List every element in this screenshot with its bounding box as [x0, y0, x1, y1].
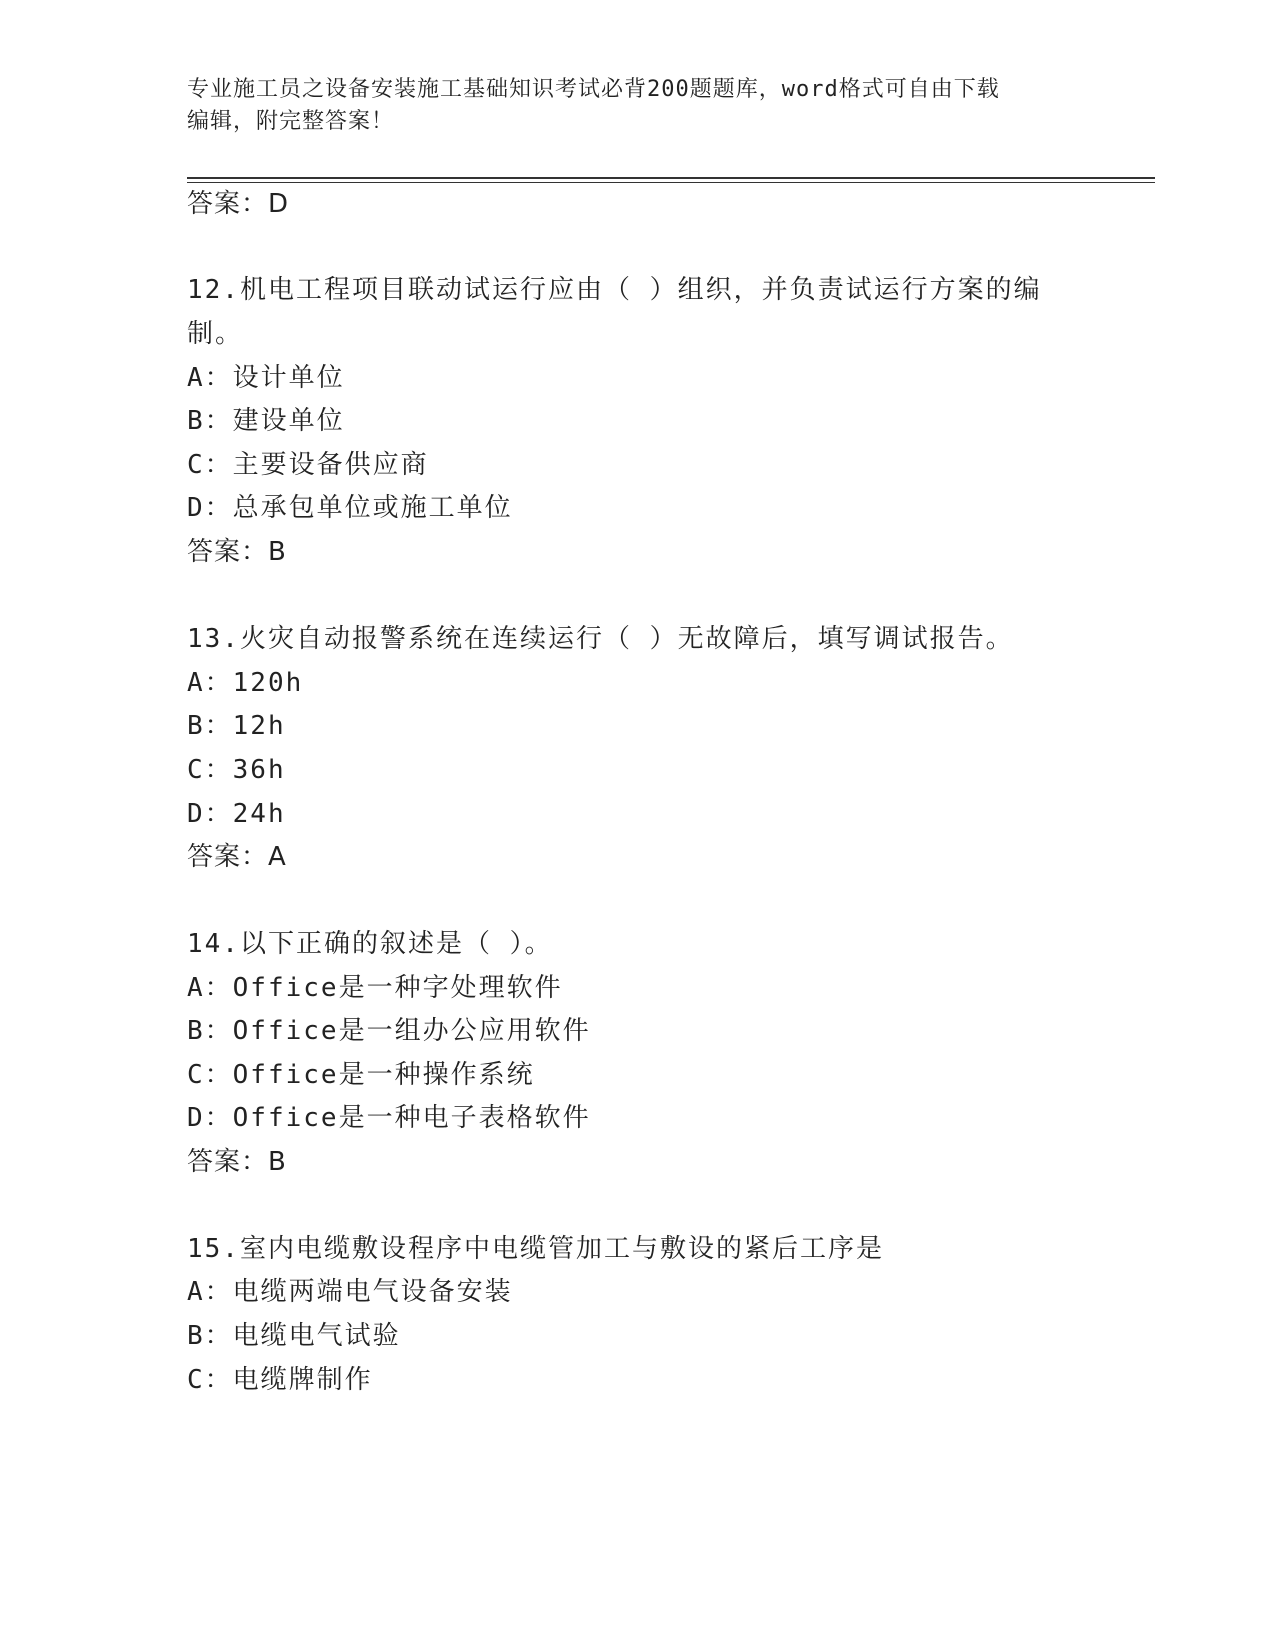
- question-13-option-b: B：12h: [187, 711, 286, 741]
- header-title-line1: 专业施工员之设备安装施工基础知识考试必背200题题库，word格式可自由下载: [187, 77, 1000, 102]
- question-12-stem-line1: 12.机电工程项目联动试运行应由（ ）组织，并负责试运行方案的编: [187, 275, 1042, 305]
- question-14-answer: 答案：B: [187, 1147, 287, 1177]
- question-14-option-b: B：Office是一组办公应用软件: [187, 1016, 591, 1046]
- question-13-option-c: C：36h: [187, 755, 286, 785]
- question-13-option-d: D：24h: [187, 799, 286, 829]
- question-15-option-c: C：电缆牌制作: [187, 1365, 373, 1395]
- question-12-option-c: C：主要设备供应商: [187, 450, 429, 480]
- answer-11: 答案：D: [187, 189, 290, 219]
- question-15-option-a: A：电缆两端电气设备安装: [187, 1277, 513, 1307]
- question-12-stem-line2: 制。: [187, 319, 244, 349]
- question-13-option-a: A：120h: [187, 668, 304, 698]
- question-14-stem: 14.以下正确的叙述是（ ）。: [187, 929, 553, 959]
- header-divider-thick: [187, 177, 1155, 179]
- question-12-answer: 答案：B: [187, 537, 287, 567]
- question-12-option-b: B：建设单位: [187, 406, 345, 436]
- question-14-option-d: D：Office是一种电子表格软件: [187, 1103, 591, 1133]
- question-15-option-b: B：电缆电气试验: [187, 1321, 401, 1351]
- question-13-stem: 13.火灾自动报警系统在连续运行（ ）无故障后，填写调试报告。: [187, 624, 1014, 654]
- header-title-line2: 编辑，附完整答案！: [187, 109, 395, 134]
- question-14-option-a: A：Office是一种字处理软件: [187, 973, 563, 1003]
- question-13-answer: 答案：A: [187, 842, 287, 872]
- document-header: [187, 74, 1067, 138]
- header-divider-thin: [187, 182, 1155, 183]
- question-14-option-c: C：Office是一种操作系统: [187, 1060, 535, 1090]
- question-15-stem: 15.室内电缆敷设程序中电缆管加工与敷设的紧后工序是: [187, 1234, 884, 1264]
- question-12-option-a: A：设计单位: [187, 363, 345, 393]
- question-12-option-d: D：总承包单位或施工单位: [187, 493, 513, 523]
